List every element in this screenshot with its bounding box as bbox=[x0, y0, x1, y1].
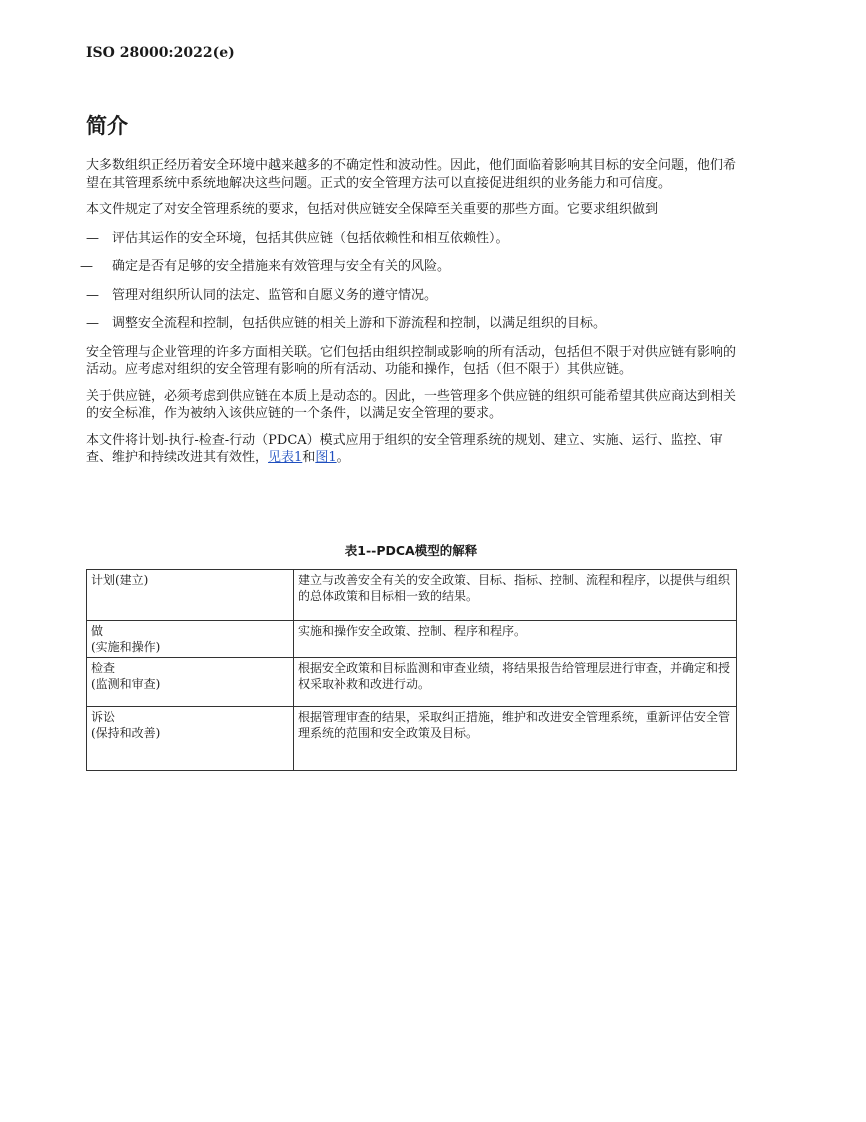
phase-sub: (实施和操作) bbox=[91, 640, 161, 654]
paragraph-5-text: 本文件将计划-执行-检查-行动（PDCA）模式应用于组织的安全管理系统的规划、建立、实施、运行、监控、审查、维护和持续改进其有效性， bbox=[86, 432, 723, 465]
bullet-dash: — bbox=[86, 316, 99, 331]
paragraph-5-end: 。 bbox=[336, 450, 350, 465]
table-row bbox=[87, 621, 737, 658]
bullet-text: 评估其运作的安全环境，包括其供应链（包括依赖性和相互依赖性）。 bbox=[112, 230, 509, 246]
pdca-table bbox=[86, 569, 737, 771]
table-row bbox=[87, 707, 737, 771]
bullet-text: 调整安全流程和控制，包括供应链的相关上游和下游流程和控制，以满足组织的目标。 bbox=[112, 316, 607, 331]
phase-sub: (保持和改善) bbox=[91, 726, 161, 740]
table-caption: 表1--PDCA模型的解释 bbox=[344, 543, 478, 558]
phase-sub: (监测和审查) bbox=[91, 677, 161, 691]
paragraph-5 bbox=[86, 432, 740, 467]
description-cell: 建立与改善安全有关的安全政策、目标、指标、控制、流程和程序，以提供与组织的总体政策和目标相一致的结果。 bbox=[294, 570, 737, 621]
bullet-item bbox=[80, 258, 740, 276]
bullet-text: 确定是否有足够的安全措施来有效管理与安全有关的风险。 bbox=[112, 259, 451, 274]
phase-cell bbox=[87, 621, 294, 658]
bullet-item bbox=[86, 315, 740, 333]
bullet-item bbox=[86, 287, 740, 305]
figure-1-link[interactable]: 图1 bbox=[315, 450, 337, 465]
bullet-dash: — bbox=[80, 259, 93, 274]
bullet-text: 管理对组织所认同的法定、监管和自愿义务的遵守情况。 bbox=[112, 287, 438, 303]
phase-cell bbox=[87, 570, 294, 621]
phase-label: 检查 bbox=[91, 661, 116, 675]
paragraph-1: 大多数组织正经历着安全环境中越来越多的不确定性和波动性。因此，他们面临着影响其目标的安全问题，他们希望在其管理系统中系统地解决这些问题。正式的安全管理方法可以直接促进组织的业务能力和可信度。 bbox=[86, 158, 737, 191]
section-title: 简介 bbox=[86, 114, 128, 138]
table-row bbox=[87, 570, 737, 621]
document-header: ISO 28000:2022(e) bbox=[86, 45, 235, 61]
description-cell: 根据安全政策和目标监测和审查业绩，将结果报告给管理层进行审查，并确定和授权采取补救和改进行动。 bbox=[294, 658, 737, 707]
bullet-dash: — bbox=[86, 230, 99, 246]
table-1-link[interactable]: 见表1 bbox=[268, 450, 303, 465]
phase-cell bbox=[87, 658, 294, 707]
bullet-item bbox=[86, 230, 740, 248]
table-row bbox=[87, 658, 737, 707]
phase-cell bbox=[87, 707, 294, 771]
bullet-dash: — bbox=[86, 287, 99, 303]
paragraph-4: 关于供应链，必须考虑到供应链在本质上是动态的。因此，一些管理多个供应链的组织可能希望其供应商达到相关的安全标准，作为被纳入该供应链的一个条件，以满足安全管理的要求。 bbox=[86, 388, 737, 421]
paragraph-5-and: 和 bbox=[302, 450, 316, 465]
description-cell: 根据管理审查的结果，采取纠正措施，维护和改进安全管理系统，重新评估安全管理系统的范围和安全政策及目标。 bbox=[294, 707, 737, 771]
body-text bbox=[80, 157, 740, 476]
description-cell: 实施和操作安全政策、控制、程序和程序。 bbox=[294, 621, 737, 658]
phase-label: 计划(建立) bbox=[91, 573, 149, 587]
paragraph-2: 本文件规定了对安全管理系统的要求，包括对供应链安全保障至关重要的那些方面。它要求组织做到 bbox=[86, 202, 659, 217]
phase-label: 诉讼 bbox=[91, 710, 116, 724]
phase-label: 做 bbox=[91, 624, 104, 638]
paragraph-3: 安全管理与企业管理的许多方面相关联。它们包括由组织控制或影响的所有活动，包括但不限于对供应链有影响的活动。应考虑对组织的安全管理有影响的所有活动、功能和操作，包括（但不限于）其供应链。 bbox=[86, 344, 737, 377]
